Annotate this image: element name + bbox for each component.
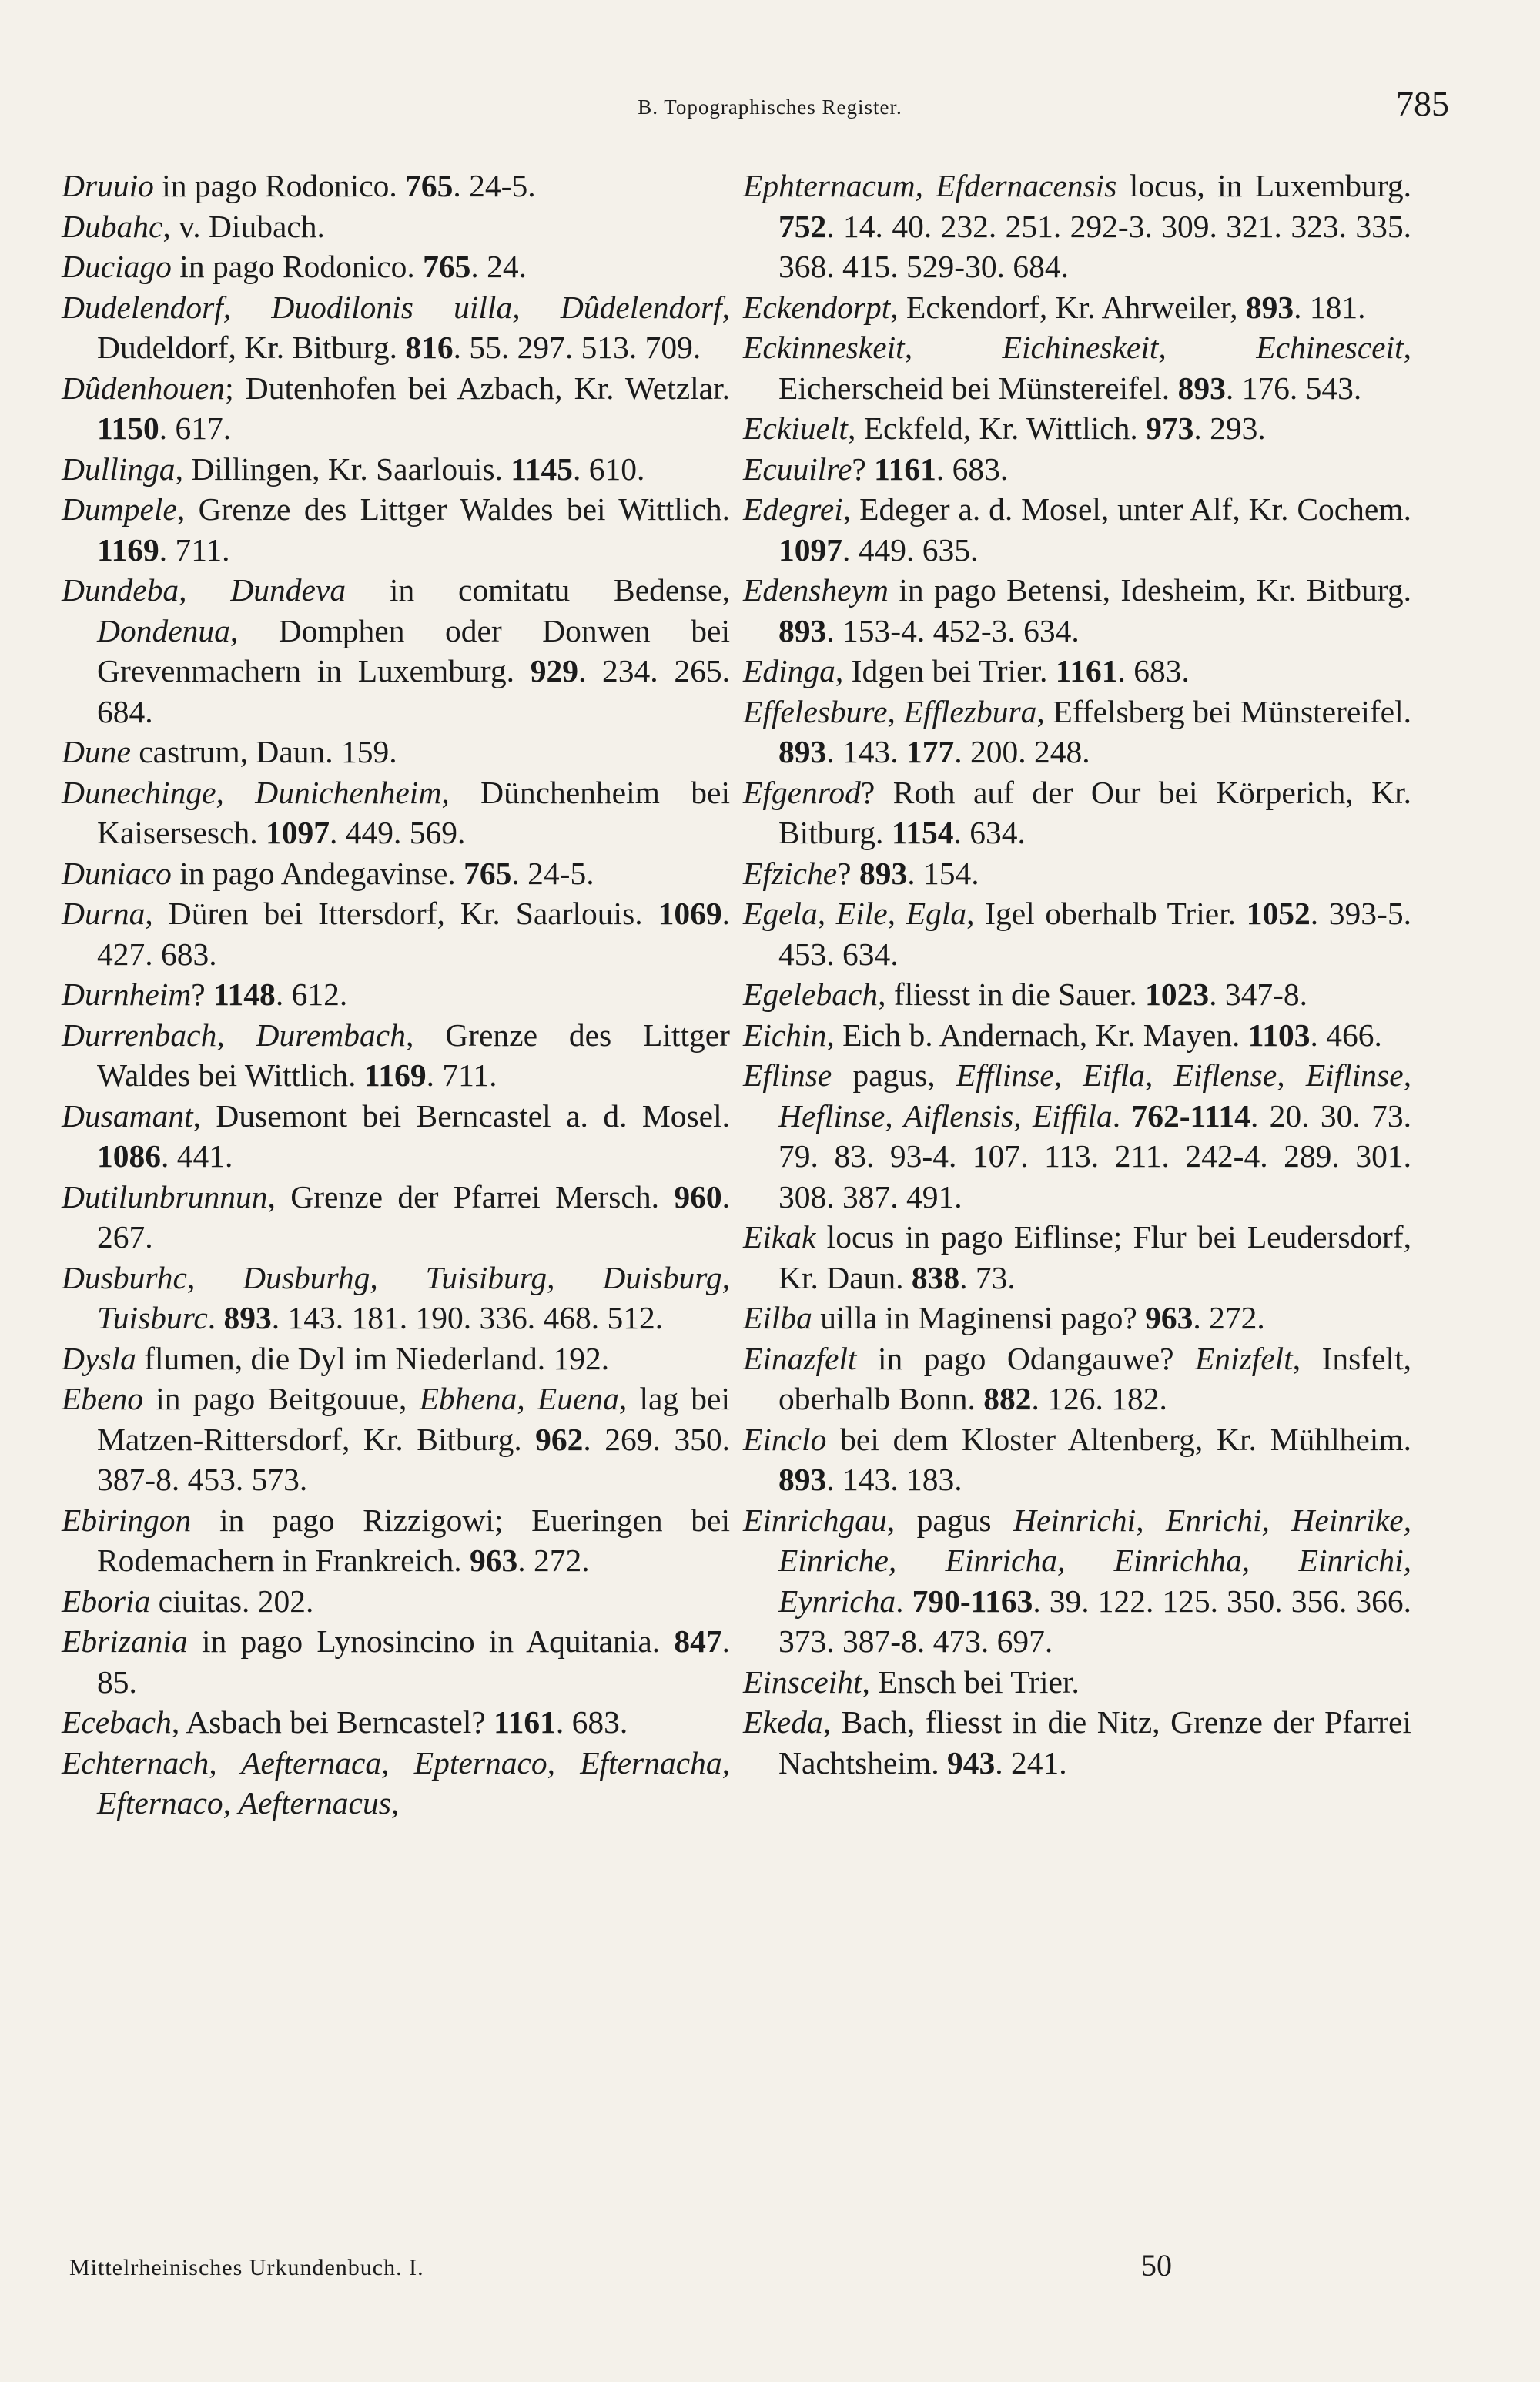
running-head: B. Topographisches Register.: [638, 95, 902, 119]
register-entry: Dubahc, v. Diubach.: [62, 208, 325, 244]
register-column-left: [62, 166, 730, 1824]
register-entry: Echternach, Aefternaca, Epternaco, Efternacha, Efternaco, Aefternacus,: [62, 1744, 730, 1821]
register-entry: Dutilunbrunnun, Grenze der Pfarrei Mersch. 960. 267.: [62, 1178, 730, 1255]
register-entry: Edinga, Idgen bei Trier. 1161. 683.: [743, 653, 1190, 688]
register-entry: Dullinga, Dillingen, Kr. Saarlouis. 1145. 610.: [62, 451, 645, 487]
register-entry: Effelesbure, Efflezbura, Effelsberg bei Münstereifel. 893. 143. 177. 200. 248.: [743, 693, 1411, 769]
register-entry: Dudelendorf, Duodilonis uilla, Dûdelendorf, Dudeldorf, Kr. Bitburg. 816. 55. 297. 513. 709.: [62, 289, 730, 365]
register-entry: Edensheym in pago Betensi, Idesheim, Kr. Bitburg. 893. 153-4. 452-3. 634.: [743, 572, 1411, 648]
register-entry: Efziche? 893. 154.: [743, 855, 979, 891]
page-number: 785: [1396, 84, 1449, 123]
register-entry: Edegrei, Edeger a. d. Mosel, unter Alf, Kr. Cochem. 1097. 449. 635.: [743, 491, 1411, 568]
register-entry: Eckiuelt, Eckfeld, Kr. Wittlich. 973. 293.: [743, 410, 1266, 446]
register-entry: Dysla flumen, die Dyl im Niederland. 192.: [62, 1340, 610, 1376]
register-entry: Dundeba, Dundeva in comitatu Bedense, Dondenua, Domphen oder Donwen bei Grevenmachern in Luxemburg. 929. 234. 265. 684.: [62, 572, 731, 729]
register-entry: Dûdenhouen; Dutenhofen bei Azbach, Kr. Wetzlar. 1150. 617.: [62, 370, 730, 446]
register-entry: Durnheim? 1148. 612.: [62, 977, 348, 1012]
register-entry: Durrenbach, Durembach, Grenze des Littger Waldes bei Wittlich. 1169. 711.: [62, 1017, 730, 1093]
register-column-right: [743, 166, 1411, 1783]
register-entry: Eboria ciuitas. 202.: [62, 1583, 314, 1619]
register-entry: Eckendorpt, Eckendorf, Kr. Ahrweiler, 893. 181.: [743, 289, 1366, 325]
register-entry: Duniaco in pago Andegavinse. 765. 24-5.: [62, 855, 594, 891]
register-entry: Dune castrum, Daun. 159.: [62, 734, 397, 769]
register-entry: Efgenrod? Roth auf der Our bei Körperich, Kr. Bitburg. 1154. 634.: [743, 774, 1411, 850]
page-header: [69, 74, 1471, 128]
register-entry: Einclo bei dem Kloster Altenberg, Kr. Mühlheim. 893. 143. 183.: [743, 1421, 1411, 1497]
register-entry: Eilba uilla in Maginensi pago? 963. 272.: [743, 1300, 1265, 1335]
register-entry: Eikak locus in pago Eiflinse; Flur bei Leudersdorf, Kr. Daun. 838. 73.: [743, 1219, 1411, 1295]
register-entry: Ekeda, Bach, fliesst in die Nitz, Grenze der Pfarrei Nachtsheim. 943. 241.: [743, 1704, 1411, 1781]
register-entry: Eflinse pagus, Efflinse, Eifla, Eiflense, Eiflinse, Heflinse, Aiflensis, Eiffila. 762-1114. 20. 30. 73. 79. 83. 93-4. 107. 113. 211. 242-4. 289. 301. 308. 387. 491.: [743, 1057, 1412, 1214]
register-entry: Ebiringon in pago Rizzigowi; Eueringen bei Rodemachern in Frankreich. 963. 272.: [62, 1502, 730, 1578]
register-entry: Einsceiht, Ensch bei Trier.: [743, 1663, 1080, 1700]
register-entry: Eckinneskeit, Eichineskeit, Echinesceit, Eicherscheid bei Münstereifel. 893. 176. 543.: [743, 330, 1411, 406]
register-entry: Einrichgau, pagus Heinrichi, Enrichi, Heinrike, Einriche, Einricha, Einrichha, Einrichi, Eynricha. 790-1163. 39. 122. 125. 350. 356. 366. 373. 387-8. 473. 697.: [743, 1502, 1412, 1659]
register-entry: Egelebach, fliesst in die Sauer. 1023. 347-8.: [743, 977, 1308, 1012]
register-entry: Ephternacum, Efdernacensis locus, in Luxemburg. 752. 14. 40. 232. 251. 292-3. 309. 321. 323. 335. 368. 415. 529-30. 684.: [743, 168, 1411, 284]
register-entry: Dusburhc, Dusburhg, Tuisiburg, Duisburg, Tuisburc. 893. 143. 181. 190. 336. 468. 512.: [62, 1259, 730, 1335]
register-entry: Egela, Eile, Egla, Igel oberhalb Trier. 1052. 393-5. 453. 634.: [743, 896, 1411, 972]
register-entry: Einazfelt in pago Odangauwe? Enizfelt, Insfelt, oberhalb Bonn. 882. 126. 182.: [743, 1340, 1411, 1416]
register-entry: Dumpele, Grenze des Littger Waldes bei Wittlich. 1169. 711.: [62, 491, 730, 568]
page-footer: [69, 2247, 1471, 2293]
register-entry: Durna, Düren bei Ittersdorf, Kr. Saarlouis. 1069. 427. 683.: [62, 896, 730, 972]
register-entry: Ecebach, Asbach bei Berncastel? 1161. 683.: [62, 1704, 628, 1740]
register-entry: Ebrizania in pago Lynosincino in Aquitania. 847. 85.: [62, 1623, 730, 1700]
register-entry: Druuio in pago Rodonico. 765. 24-5.: [62, 168, 536, 203]
book-title: Mittelrheinisches Urkundenbuch. I.: [69, 2255, 424, 2280]
register-entry: Ebeno in pago Beitgouue, Ebhena, Euena, lag bei Matzen-Rittersdorf, Kr. Bitburg. 962. 269. 350. 387-8. 453. 573.: [62, 1381, 730, 1497]
register-entry: Eichin, Eich b. Andernach, Kr. Mayen. 1103. 466.: [743, 1017, 1382, 1053]
register-entry: Ecuuilre? 1161. 683.: [743, 451, 1009, 487]
register-entry: Dunechinge, Dunichenheim, Dünchenheim bei Kaisersesch. 1097. 449. 569.: [62, 774, 730, 850]
register-entry: Duciago in pago Rodonico. 765. 24.: [62, 249, 527, 284]
register-entry: Dusamant, Dusemont bei Berncastel a. d. Mosel. 1086. 441.: [62, 1097, 730, 1174]
sheet-number: 50: [1141, 2248, 1172, 2283]
